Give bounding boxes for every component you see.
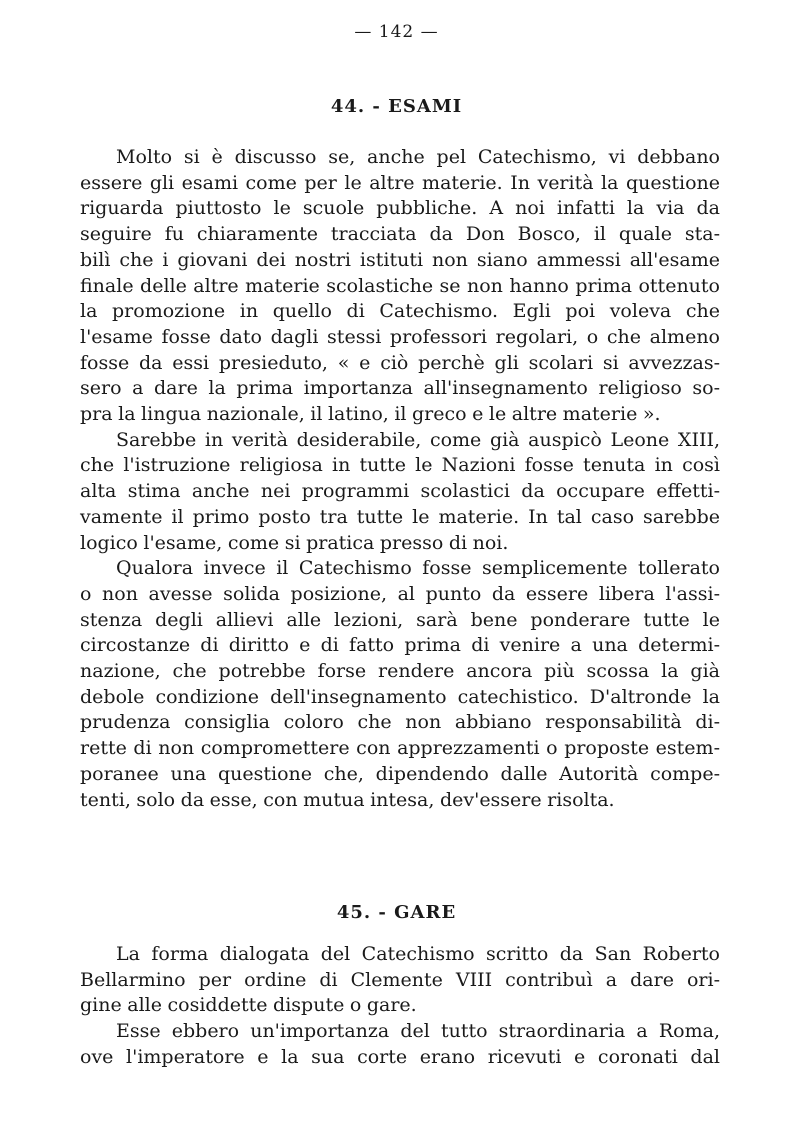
text-line: Sarebbe in verità desiderabile, come già auspicò Leone XIII, bbox=[116, 428, 720, 451]
text-line: prudenza consiglia coloro che non abbiano responsabilità di- bbox=[80, 711, 720, 734]
text-line: o non avesse solida posizione, al punto da essere libera l'assi- bbox=[80, 582, 720, 605]
text-line: nazione, che potrebbe forse rendere ancora più scossa la già bbox=[80, 660, 720, 683]
text-line: Esse ebbero un'importanza del tutto straordinaria a Roma, bbox=[116, 1020, 720, 1043]
text-line: vamente il primo posto tra tutte le materie. In tal caso sarebbe bbox=[80, 505, 720, 528]
text-line: La forma dialogata del Catechismo scritto da San Roberto bbox=[116, 943, 720, 965]
text-line: bilì che i giovani dei nostri istituti non siano ammessi all'esame bbox=[80, 248, 720, 271]
text-line: l'esame fosse dato dagli stessi professori regolari, o che almeno bbox=[80, 325, 720, 348]
section-title-esami: 44. - ESAMI bbox=[330, 96, 463, 117]
text-line: rette di non compromettere con apprezzamenti o proposte estem- bbox=[80, 737, 720, 760]
text-line: essere gli esami come per le altre materie. In verità la questione bbox=[80, 171, 720, 194]
text-line: fosse da essi presieduto, « e ciò perchè gli scolari si avvezzas- bbox=[80, 351, 720, 374]
text-line: ove l'imperatore e la sua corte erano ricevuti e coronati dal bbox=[80, 1045, 720, 1068]
text-line: stenza degli allievi alle lezioni, sarà bene ponderare tutte le bbox=[80, 608, 720, 631]
text-line: che l'istruzione religiosa in tutte le Nazioni fosse tenuta in così bbox=[80, 454, 720, 477]
text-line: la promozione in quello di Catechismo. Egli poi voleva che bbox=[80, 300, 720, 323]
text-line: riguarda piuttosto le scuole pubbliche. A noi infatti la via da bbox=[80, 197, 720, 220]
text-line: sero a dare la prima importanza all'insegnamento religioso so- bbox=[80, 377, 720, 400]
section-title-gare: 45. - GARE bbox=[336, 902, 457, 923]
text-line: debole condizione dell'insegnamento catechistico. D'altronde la bbox=[80, 685, 720, 708]
text-line: circostanze di diritto e di fatto prima di venire a una determi- bbox=[80, 634, 720, 657]
page-number: — 142 — bbox=[354, 22, 439, 42]
text-line: logico l'esame, come si pratica presso di noi. bbox=[80, 531, 509, 554]
text-line: Qualora invece il Catechismo fosse semplicemente tollerato bbox=[116, 557, 720, 580]
text-line: tenti, solo da esse, con mutua intesa, dev'essere risolta. bbox=[80, 788, 615, 811]
text-line: finale delle altre materie scolastiche se non hanno prima ottenuto bbox=[80, 274, 720, 297]
section-body-esami bbox=[80, 145, 720, 813]
text-line: seguire fu chiaramente tracciata da Don Bosco, il quale sta- bbox=[80, 223, 720, 246]
text-line: gine alle cosiddette dispute o gare. bbox=[80, 994, 417, 1017]
text-line: Molto si è discusso se, anche pel Catechismo, vi debbano bbox=[116, 146, 720, 168]
text-line: poranee una questione che, dipendendo dalle Autorità compe- bbox=[80, 762, 720, 785]
text-line: alta stima anche nei programmi scolastici da occupare effetti- bbox=[80, 480, 720, 503]
section-body-gare bbox=[80, 942, 720, 1071]
text-line: pra la lingua nazionale, il latino, il greco e le altre materie ». bbox=[80, 403, 661, 426]
text-line: Bellarmino per ordine di Clemente VIII contribuì a dare ori- bbox=[80, 968, 720, 991]
